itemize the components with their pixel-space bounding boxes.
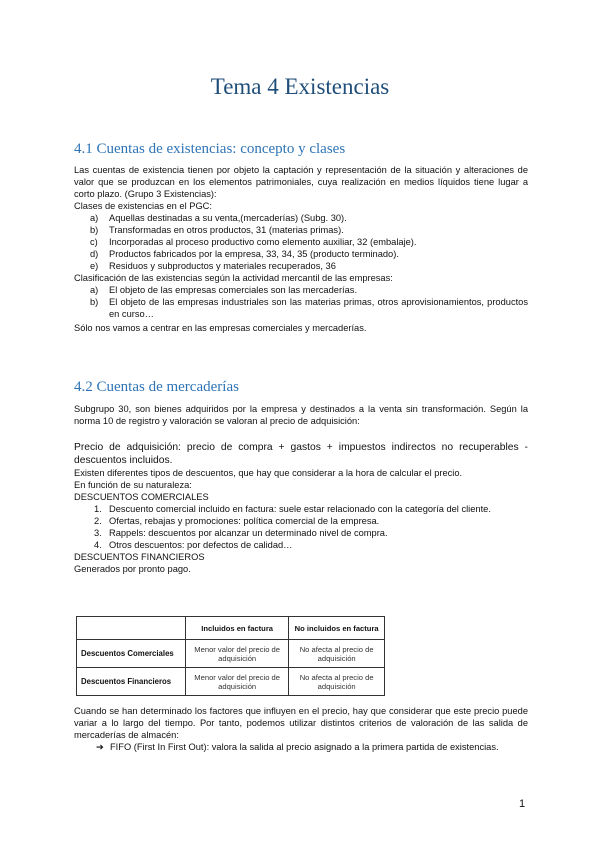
classification-label: Clasificación de las existencias según la actividad mercantil de las empresas: (74, 273, 393, 283)
list-item (74, 224, 528, 236)
list-marker: d) (90, 249, 99, 259)
list-item (74, 236, 528, 248)
list-item (74, 248, 528, 260)
table-header-cell: No incluidos en factura (289, 617, 385, 640)
table-row (77, 640, 385, 668)
list-item-text: FIFO (First In First Out): valora la salida al precio asignado a la primera partida de existencias. (110, 742, 499, 752)
section-4-2-intro: Subgrupo 30, son bienes adquiridos por la empresa y destinados a la venta sin transformación. Según la norma 10 de registro y valoración se valoran al precio de adquisición: (74, 404, 528, 426)
list-item-text: Ofertas, rebajas y promociones: política comercial de la empresa. (109, 516, 380, 526)
classes-list (74, 212, 528, 272)
list-marker: b) (90, 297, 99, 307)
list-item-text: Incorporadas al proceso productivo como elemento auxiliar, 32 (embalaje). (109, 237, 417, 247)
list-item-text: Otros descuentos: por defectos de calidad… (109, 540, 293, 550)
table-header-cell: Incluidos en factura (186, 617, 289, 640)
classes-label: Clases de existencias en el PGC: (74, 201, 212, 211)
naturaleza-label: En función de su naturaleza: (74, 480, 192, 490)
list-item (74, 503, 528, 515)
table-cell: No afecta al precio de adquisición (289, 640, 385, 668)
table-cell: Menor valor del precio de adquisición (186, 668, 289, 696)
arrow-icon: ➔ (96, 742, 104, 752)
list-marker: e) (90, 261, 99, 271)
page-number: 1 (519, 798, 526, 810)
list-marker: a) (90, 285, 99, 295)
criterios-list (74, 741, 528, 753)
table-row-label: Descuentos Comerciales (77, 640, 186, 668)
page-title: Tema 4 Existencias (210, 74, 390, 99)
table-header-row (77, 617, 385, 640)
list-item (74, 260, 528, 272)
list-marker: 4. (94, 540, 102, 550)
list-item (74, 515, 528, 527)
list-item (74, 741, 528, 753)
section-heading-4-2: 4.2 Cuentas de mercaderías (74, 379, 239, 395)
list-item-text: Residuos y subproductos y materiales recuperados, 36 (109, 261, 336, 271)
list-item (74, 284, 528, 296)
table-cell: Menor valor del precio de adquisición (186, 640, 289, 668)
section-4-1-intro: Las cuentas de existencia tienen por objeto la captación y representación de la situación y alteraciones de valor que se produzcan en los elementos patrimoniales, cuya realización en medios líquidos tiene lugar a corto plazo. (Grupo 3 Existencias): (74, 165, 528, 199)
table-cell: No afecta al precio de adquisición (289, 668, 385, 696)
list-item-text: Productos fabricados por la empresa, 33, 34, 35 (producto terminado). (109, 249, 399, 259)
list-marker: a) (90, 213, 99, 223)
financieros-label: DESCUENTOS FINANCIEROS (74, 552, 205, 562)
list-marker: b) (90, 225, 99, 235)
list-marker: 2. (94, 516, 102, 526)
list-item-text: El objeto de las empresas industriales son las materias primas, otros aprovisionamientos, productos en curso… (109, 297, 528, 319)
list-marker: c) (90, 237, 98, 247)
criterios-block (74, 705, 528, 753)
section-heading-4-1: 4.1 Cuentas de existencias: concepto y clases (74, 141, 346, 157)
tipos-descuentos: Existen diferentes tipos de descuentos, que hay que considerar a la hora de calcular el precio. (74, 468, 463, 478)
list-item (74, 212, 528, 224)
comerciales-label: DESCUENTOS COMERCIALES (74, 492, 209, 502)
table-row-label: Descuentos Financieros (77, 668, 186, 696)
classification-list (74, 284, 528, 320)
list-item-text: Descuento comercial incluido en factura: suele estar relacionado con la categoría del cliente. (109, 504, 491, 514)
table-header-cell (77, 617, 186, 640)
section-4-1-body (74, 164, 528, 334)
section-4-1-closing: Sólo nos vamos a centrar en las empresas comerciales y mercaderías. (74, 323, 367, 333)
financieros-text: Generados por pronto pago. (74, 564, 191, 574)
descuentos-table (76, 616, 385, 696)
section-4-2-body (74, 403, 528, 575)
list-item-text: Rappels: descuentos por alcanzar un determinado nivel de compra. (109, 528, 388, 538)
list-item (74, 527, 528, 539)
list-item-text: Aquellas destinadas a su venta,(mercaderías) (Subg. 30). (109, 213, 347, 223)
precio-adquisicion: Precio de adquisición: precio de compra + gastos + impuestos indirectos no recuperables - descuentos incluidos. (74, 442, 528, 466)
list-item (74, 296, 528, 320)
list-item-text: Transformadas en otros productos, 31 (materias primas). (109, 225, 344, 235)
list-item (74, 539, 528, 551)
list-item-text: El objeto de las empresas comerciales son las mercaderías. (109, 285, 358, 295)
comerciales-list (74, 503, 528, 551)
list-marker: 3. (94, 528, 102, 538)
criterios-text: Cuando se han determinado los factores que influyen en el precio, hay que considerar que este precio puede variar a lo largo del tiempo. Por tanto, podemos utilizar distintos criterios de valoración de las salida de mercaderías de almacén: (74, 706, 528, 740)
list-marker: 1. (94, 504, 102, 514)
table-row (77, 668, 385, 696)
